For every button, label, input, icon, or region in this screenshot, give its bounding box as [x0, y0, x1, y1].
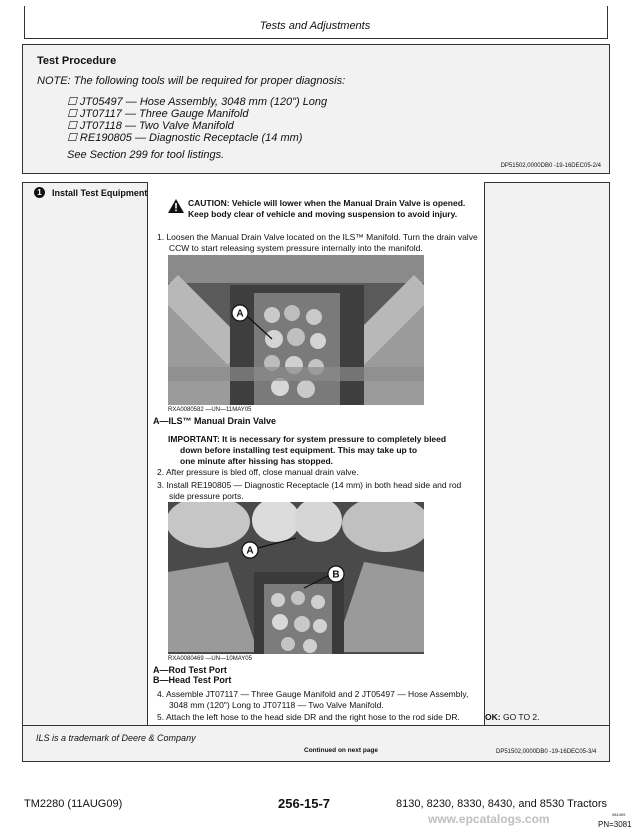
important-note: [168, 434, 446, 467]
step-1-line: 1. Loosen the Manual Drain Valve located on the ILS™ Manifold. Turn the drain valve: [157, 232, 478, 242]
callout-a: A: [236, 308, 244, 320]
tool-item: ☐ JT07117 — Three Gauge Manifold: [67, 108, 249, 120]
step-3-line: side pressure ports.: [169, 491, 244, 501]
step-4-text: [157, 689, 468, 711]
important-line: IMPORTANT: It is necessary for system pressure to completely bleed: [168, 434, 447, 444]
ok-action: GO TO 2.: [502, 712, 540, 722]
small-code: 081409: [612, 812, 626, 817]
caution-text: [188, 198, 483, 220]
tractor-models: 8130, 8230, 8330, 8430, and 8530 Tractors: [396, 798, 607, 810]
legend-rod-test-port: A—Rod Test Port: [153, 665, 227, 675]
caution-line: Keep body clear of vehicle and moving suspension to avoid injury.: [188, 209, 458, 219]
tool-item: ☐ RE190805 — Diagnostic Receptacle (14 mm): [67, 132, 303, 144]
warning-icon: [168, 199, 184, 213]
step-1-text: [157, 232, 478, 254]
legend-drain-valve: A—ILS™ Manual Drain Valve: [153, 416, 277, 426]
photo-1-reference: RXA0080582 —UN—11MAY05: [168, 407, 252, 413]
tool-item: ☐ JT05497 — Hose Assembly, 3048 mm (120") Long: [67, 96, 328, 108]
ok-label: OK:: [485, 712, 501, 722]
continued-note: Continued on next page: [304, 747, 379, 754]
callout-b: B: [332, 569, 340, 581]
page-header-title: Tests and Adjustments: [259, 20, 371, 32]
step-title: Install Test Equipment: [52, 188, 148, 198]
step-2-text: 2. After pressure is bled off, close manual drain valve.: [157, 467, 359, 477]
doc-code: DP51502,0000DB0 -19-16DEC05-3/4: [496, 749, 597, 755]
callout-a: A: [246, 545, 254, 557]
step-3-line: 3. Install RE190805 — Diagnostic Receptacle (14 mm) in both head side and rod: [157, 480, 462, 490]
doc-code: DP51502,0000DB0 -19-16DEC05-2/4: [500, 163, 601, 169]
manifold-photo-1: [168, 255, 424, 405]
important-line: one minute after hissing has stopped.: [180, 456, 334, 466]
tools-note: NOTE: The following tools will be required for proper diagnosis:: [37, 75, 346, 87]
step-4-line: 3048 mm (120") Long to JT07118 — Two Valve Manifold.: [169, 700, 384, 710]
caution-line: CAUTION: Vehicle will lower when the Manual Drain Valve is opened.: [188, 198, 466, 208]
photo-2-reference: RXA0080469 —UN—10MAY05: [168, 656, 252, 662]
step-1-line: CCW to start releasing system pressure internally into the manifold.: [169, 243, 423, 253]
see-section-text: See Section 299 for tool listings.: [67, 149, 225, 161]
page-number: 256-15-7: [278, 796, 331, 811]
manifold-photo-2: [168, 502, 424, 654]
test-procedure-title: Test Procedure: [37, 55, 117, 67]
manual-id: TM2280 (11AUG09): [24, 798, 123, 810]
step-5-text: 5. Attach the left hose to the head side DR and the right hose to the rod side DR.: [157, 712, 460, 722]
step-3-text: [157, 480, 461, 502]
step-number-badge: 1: [34, 187, 45, 198]
important-line: down before installing test equipment. This may take up to: [180, 445, 418, 455]
test-procedure-panel: [22, 44, 610, 174]
legend-head-test-port: B—Head Test Port: [153, 675, 232, 685]
pn-number: PN=3081: [598, 820, 632, 829]
step-4-line: 4. Assemble JT07117 — Three Gauge Manifold and 2 JT05497 — Hose Assembly,: [157, 689, 469, 699]
divider: [22, 725, 610, 726]
ok-result: [485, 712, 540, 722]
tool-item: ☐ JT07118 — Two Valve Manifold: [67, 120, 234, 132]
trademark-note: ILS is a trademark of Deere & Company: [36, 733, 196, 743]
watermark: www.epcatalogs.com: [428, 812, 550, 826]
